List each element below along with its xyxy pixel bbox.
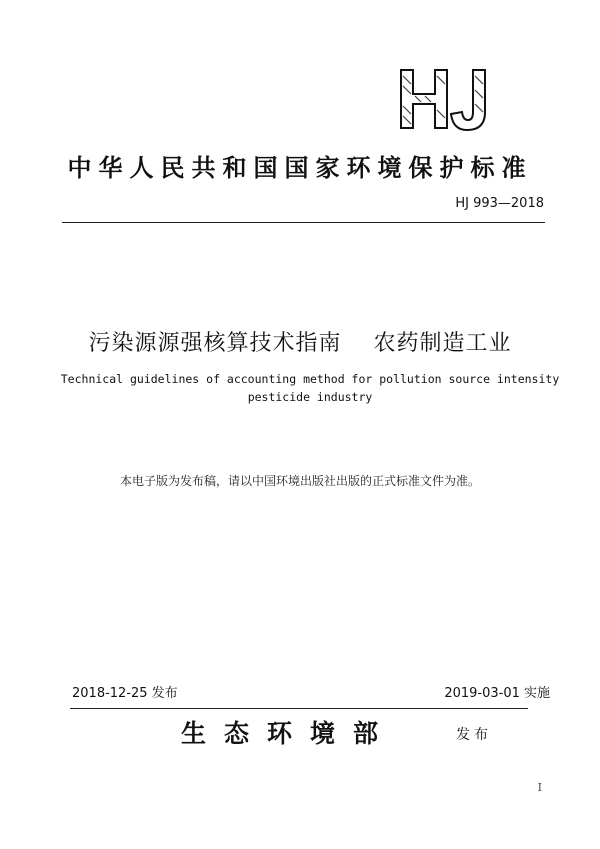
hj-logo xyxy=(395,66,503,132)
document-title-en xyxy=(40,370,580,406)
issue-date: 2018-12-25 发布 xyxy=(72,686,178,701)
standard-number: HJ 993—2018 xyxy=(455,196,544,211)
page-number: I xyxy=(537,781,542,794)
agency-title: 中华人民共和国国家环境保护标准 xyxy=(67,154,533,182)
header-divider xyxy=(62,222,545,223)
title-en-line-2: pesticide industry xyxy=(247,390,373,404)
issuing-suffix: 发布 xyxy=(456,727,492,743)
issuing-authority: 生态环境部 xyxy=(181,719,397,748)
footer-divider xyxy=(70,708,528,709)
document-title-cn: 污染源源强核算技术指南 农药制造工业 xyxy=(88,331,512,356)
title-en-line-1: Technical guidelines of accounting method for pollution source intensity xyxy=(60,372,560,386)
implementation-date: 2019-03-01 实施 xyxy=(444,686,550,701)
electronic-version-notice: 本电子版为发布稿，请以中国环境出版社出版的正式标准文件为准。 xyxy=(119,474,480,488)
